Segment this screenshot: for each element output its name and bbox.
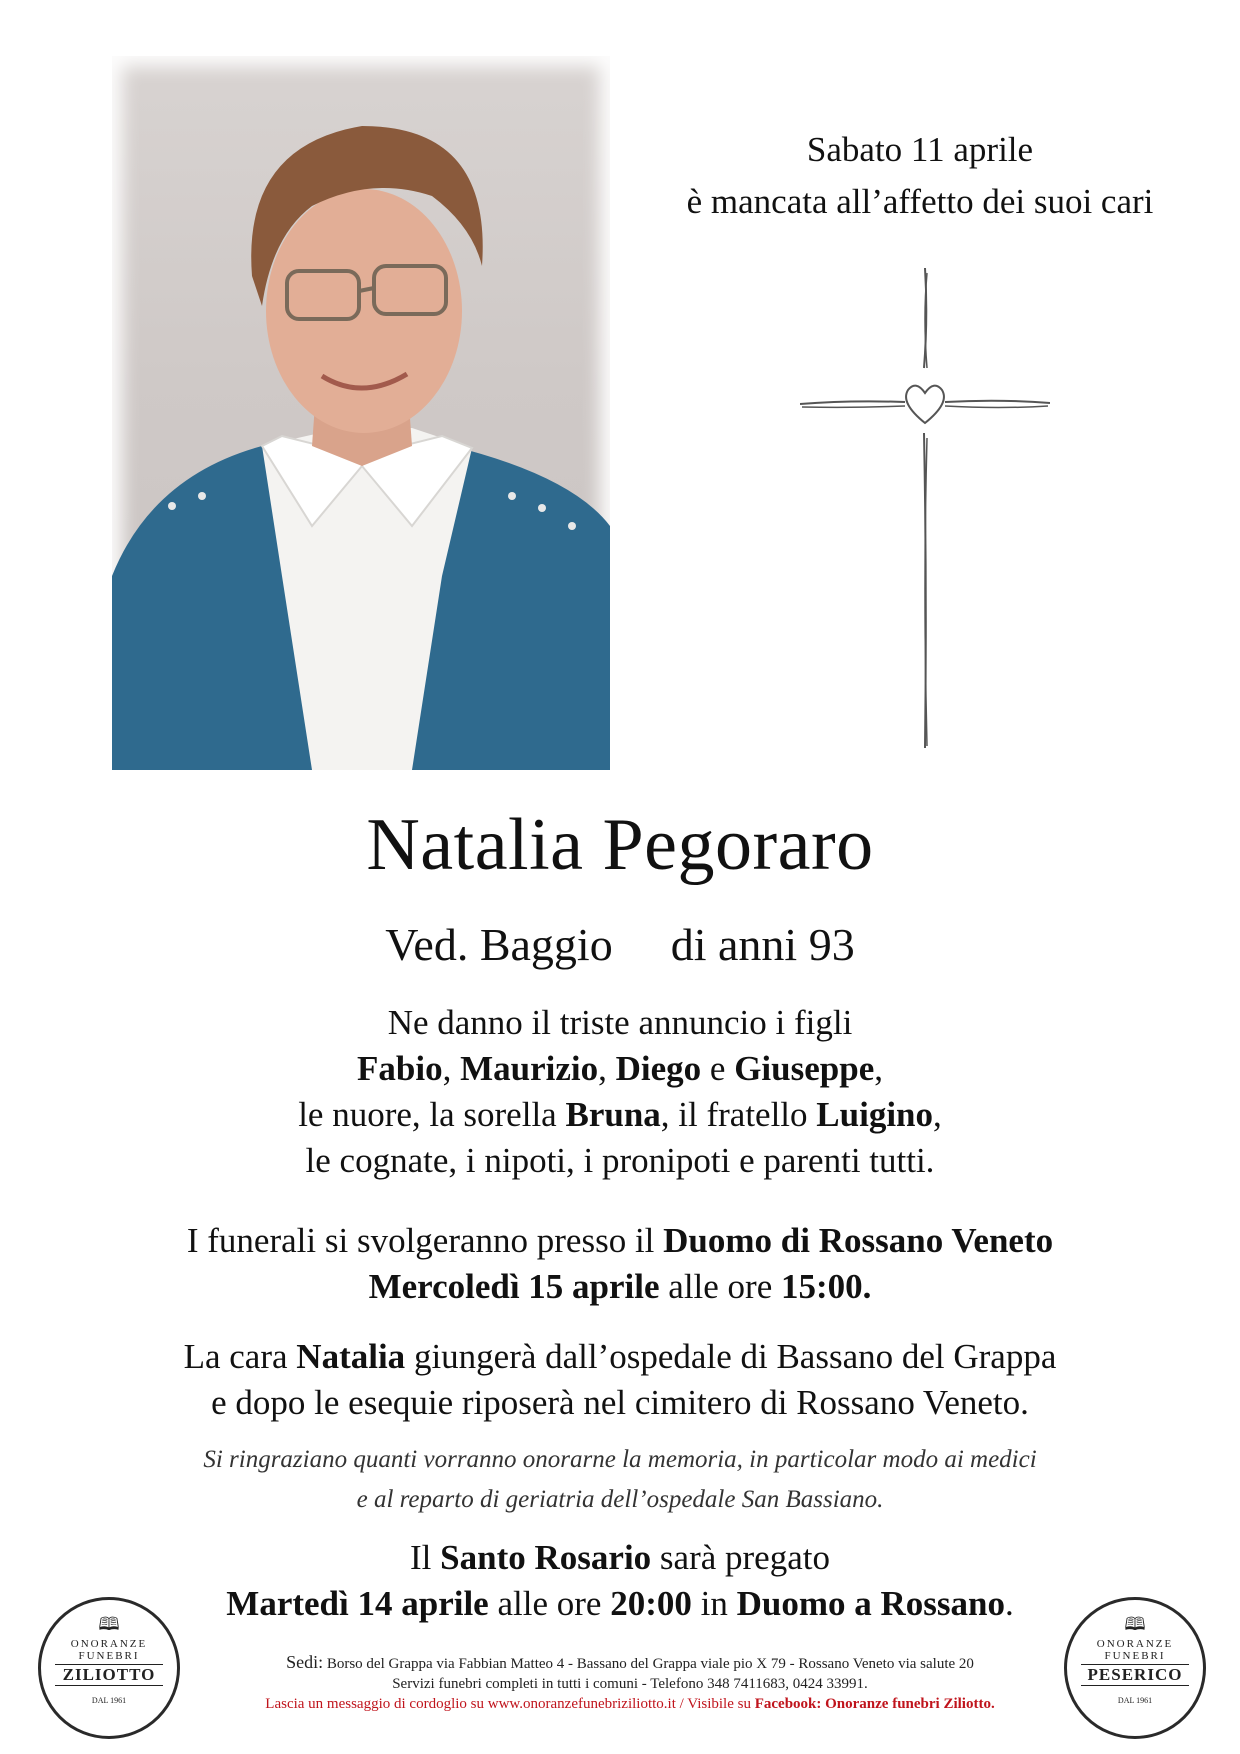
deceased-name: Natalia Pegoraro (366, 804, 874, 886)
arrival-info (0, 1334, 1240, 1426)
footer-message[interactable]: Lascia un messaggio di cordoglio su www.onoranzefunebriziliotto.it / Visibile su Facebook: Onoranze funebri Ziliotto. (265, 1696, 995, 1712)
announcement-relatives: le nuore, la sorella Bruna, il fratello Luigino, (298, 1095, 942, 1134)
arrival-line: La cara Natalia giungerà dall’ospedale di Bassano del Grappa (183, 1337, 1057, 1376)
widow-of: Ved. Baggio (385, 919, 613, 970)
funeral-datetime: Mercoledì 15 aprile alle ore 15:00. (368, 1267, 872, 1306)
rosary-line: Il Santo Rosario sarà pregato (410, 1538, 830, 1577)
age: di anni 93 (670, 919, 855, 970)
announcement (0, 1000, 1240, 1184)
rosary-info (0, 1535, 1240, 1627)
cross-heart-icon (800, 268, 1050, 748)
thanks-line: e al reparto di geriatria dell’ospedale San Bassiano. (356, 1486, 884, 1513)
death-notice-intro (640, 124, 1200, 228)
footer-services: Servizi funebri completi in tutti i comuni - Telefono 348 7411683, 0424 33991. (392, 1676, 868, 1692)
book-icon: 🕮 (1124, 1614, 1146, 1634)
intro-text: è mancata all’affetto dei suoi cari (686, 182, 1154, 221)
thanks-note (0, 1440, 1240, 1520)
portrait-photo (112, 56, 610, 770)
announcement-line: le cognate, i nipoti, i pronipoti e parenti tutti. (305, 1141, 935, 1180)
footer (190, 1652, 1070, 1714)
deceased-details (0, 914, 1240, 976)
burial-line: e dopo le esequie riposerà nel cimitero di Rossano Veneto. (211, 1383, 1029, 1422)
peserico-logo: 🕮 ONORANZE FUNEBRI PESERICO DAL 1961 (1064, 1597, 1206, 1739)
ziliotto-logo: 🕮 ONORANZE FUNEBRI ZILIOTTO DAL 1961 (38, 1597, 180, 1739)
announcement-line: Ne danno il triste annuncio i figli (387, 1003, 853, 1042)
rosary-datetime: Martedì 14 aprile alle ore 20:00 in Duomo a Rossano. (226, 1584, 1014, 1623)
announcement-children: Fabio, Maurizio, Diego e Giuseppe, (357, 1049, 883, 1088)
thanks-line: Si ringraziano quanti vorranno onorarne la memoria, in particolar modo ai medici (203, 1446, 1037, 1473)
footer-locations: Sedi: Borso del Grappa via Fabbian Matteo 4 - Bassano del Grappa viale pio X 79 - Rossano Veneto via salute 20 (286, 1652, 974, 1672)
portrait-illustration (112, 56, 610, 770)
funeral-place: I funerali si svolgeranno presso il Duomo di Rossano Veneto (186, 1221, 1054, 1260)
book-icon: 🕮 (98, 1614, 120, 1634)
funeral-info (0, 1218, 1240, 1310)
death-date: Sabato 11 aprile (806, 130, 1034, 169)
